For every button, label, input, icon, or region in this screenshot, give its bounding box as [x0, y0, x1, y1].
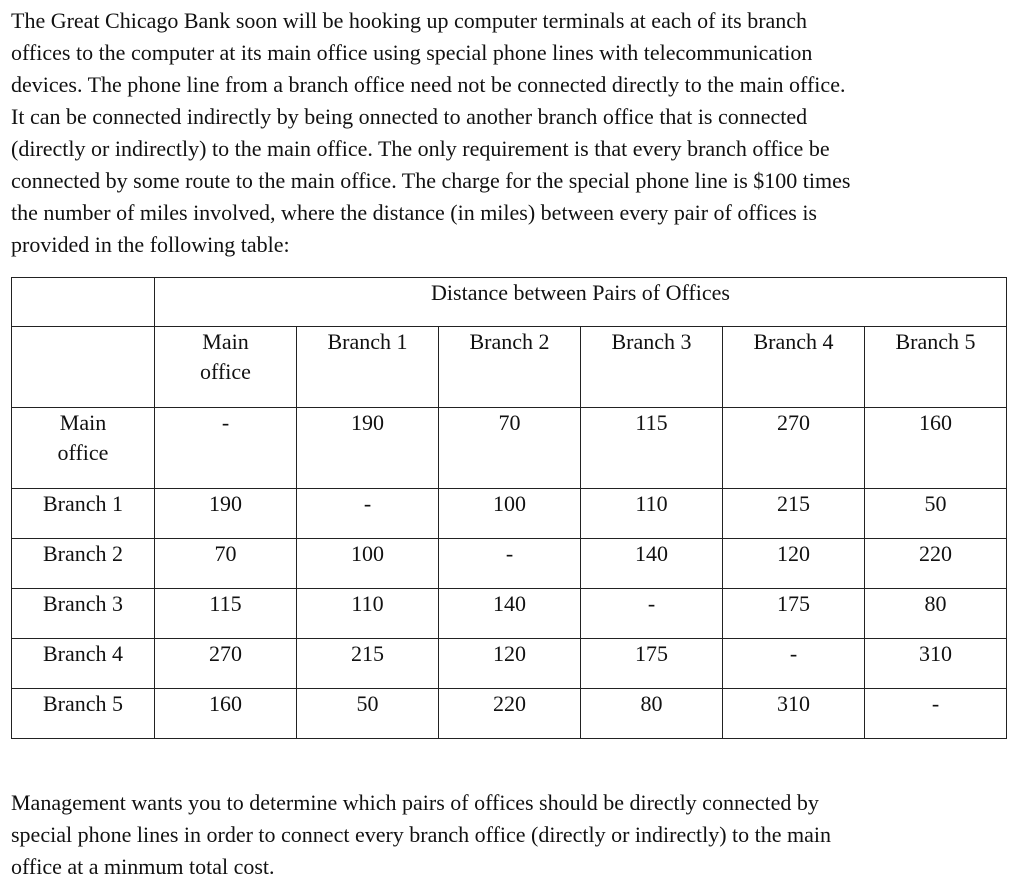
table-row [12, 408, 1007, 489]
intro-line: devices. The phone line from a branch office need not be connected directly to the main office. [11, 72, 846, 97]
table-cell: 80 [865, 589, 1007, 639]
row-header: Branch 2 [12, 539, 155, 589]
outro-line: special phone lines in order to connect every branch office (directly or indirectly) to the main [11, 822, 832, 847]
table-cell: 310 [865, 639, 1007, 689]
table-cell: 270 [155, 639, 297, 689]
column-header: Branch 2 [439, 327, 581, 408]
row-header: Branch 1 [12, 489, 155, 539]
problem-intro [11, 5, 1015, 261]
intro-line: The Great Chicago Bank soon will be hooking up computer terminals at each of its branch [11, 8, 808, 33]
intro-line: offices to the computer at its main office using special phone lines with telecommunication [11, 40, 813, 65]
table-cell: - [581, 589, 723, 639]
column-header: Main office [155, 327, 297, 408]
distance-table [11, 277, 1007, 739]
table-cell: 100 [439, 489, 581, 539]
table-cell: 80 [581, 689, 723, 739]
table-cell: 115 [581, 408, 723, 489]
table-cell: 115 [155, 589, 297, 639]
table-cell: 70 [439, 408, 581, 489]
row-header: Branch 3 [12, 589, 155, 639]
row-header: Branch 4 [12, 639, 155, 689]
table-cell: 310 [723, 689, 865, 739]
table-cell: 120 [439, 639, 581, 689]
table-cell: 215 [723, 489, 865, 539]
table-cell: 190 [155, 489, 297, 539]
table-cell: 220 [865, 539, 1007, 589]
table-caption: Distance between Pairs of Offices [155, 278, 1007, 327]
table-cell: 175 [723, 589, 865, 639]
table-cell: - [155, 408, 297, 489]
table-row [12, 689, 1007, 739]
table-cell: 215 [297, 639, 439, 689]
table-cell: 220 [439, 689, 581, 739]
intro-line: provided in the following table: [11, 232, 290, 257]
table-cell: 50 [865, 489, 1007, 539]
table-cell: 160 [865, 408, 1007, 489]
table-cell: - [439, 539, 581, 589]
outro-line: office at a minmum total cost. [11, 854, 275, 879]
column-header: Branch 5 [865, 327, 1007, 408]
column-header: Branch 3 [581, 327, 723, 408]
intro-line: It can be connected indirectly by being onnected to another branch office that is connected [11, 104, 808, 129]
column-header: Branch 1 [297, 327, 439, 408]
table-row [12, 639, 1007, 689]
table-cell: 100 [297, 539, 439, 589]
table-cell: - [865, 689, 1007, 739]
table-cell: 70 [155, 539, 297, 589]
row-header: Main office [12, 408, 155, 489]
table-cell: - [723, 639, 865, 689]
table-cell: 175 [581, 639, 723, 689]
table-cell: 140 [581, 539, 723, 589]
intro-line: (directly or indirectly) to the main office. The only requirement is that every branch office be [11, 136, 830, 161]
intro-line: the number of miles involved, where the distance (in miles) between every pair of offices is [11, 200, 817, 225]
table-cell: 190 [297, 408, 439, 489]
table-cell: 110 [297, 589, 439, 639]
row-header: Branch 5 [12, 689, 155, 739]
table-row [12, 489, 1007, 539]
table-header-row [12, 327, 1007, 408]
corner-cell [12, 327, 155, 408]
table-row [12, 589, 1007, 639]
table-caption-row [12, 278, 1007, 327]
problem-question [11, 787, 1015, 883]
intro-line: connected by some route to the main office. The charge for the special phone line is $100 times [11, 168, 851, 193]
column-header: Branch 4 [723, 327, 865, 408]
table-row [12, 539, 1007, 589]
table-cell: 140 [439, 589, 581, 639]
table-cell: - [297, 489, 439, 539]
table-cell: 270 [723, 408, 865, 489]
table-cell: 120 [723, 539, 865, 589]
corner-cell [12, 278, 155, 327]
table-cell: 110 [581, 489, 723, 539]
table-cell: 50 [297, 689, 439, 739]
table-cell: 160 [155, 689, 297, 739]
outro-line: Management wants you to determine which pairs of offices should be directly connected by [11, 790, 819, 815]
